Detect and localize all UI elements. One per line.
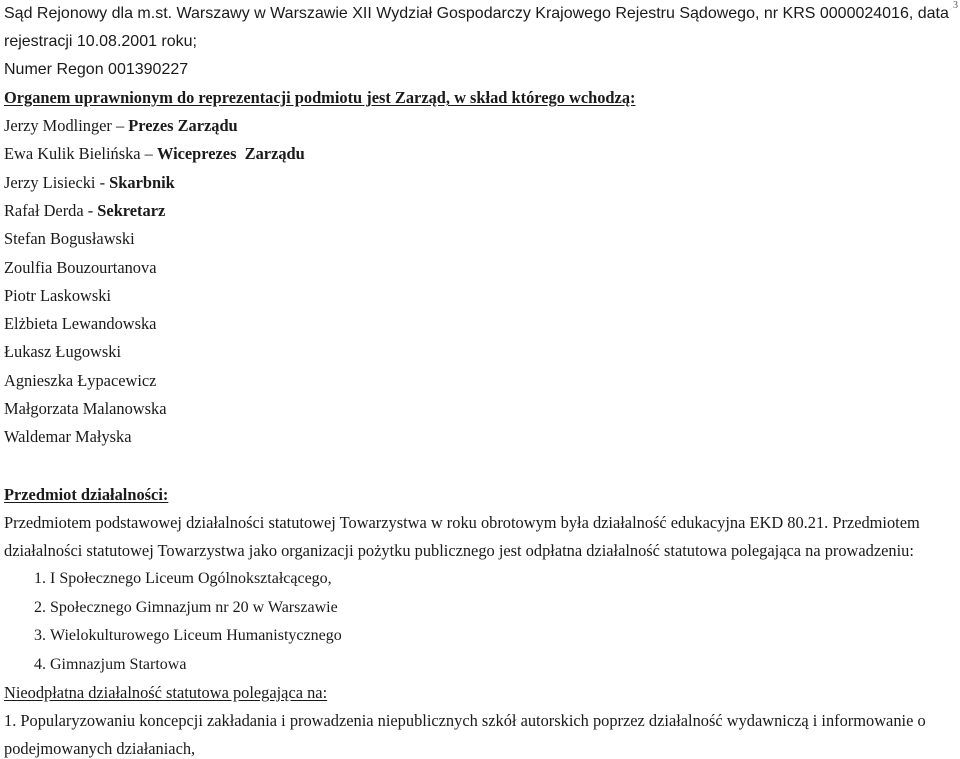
board-member-separator: - [83,200,98,220]
board-member-name: Zoulfia Bouzourtanova [4,257,157,277]
school-name: I Społecznego Liceum Ogólnokształcącego, [50,570,332,587]
school-name: Społecznego Gimnazjum nr 20 w Warszawie [50,598,338,616]
regon-line: Numer Regon 001390227 [4,61,189,78]
board-member [4,173,175,193]
board-member [4,144,305,164]
board-member [4,371,156,391]
activity-heading: Przedmiot działalności: [4,485,169,504]
board-member [4,116,238,136]
school-list-number: 2. [34,598,46,616]
school-list-number: 3. [34,627,46,644]
board-member [4,258,156,278]
school-list-number: 1. [34,570,46,587]
unpaid-activity-line-2: podejmowanych działaniach, [4,739,196,758]
school-name: Wielokulturowego Liceum Humanistycznego [50,627,342,644]
school-list-number: 4. [34,655,46,673]
board-member-role: Sekretarz [97,200,166,220]
board-member-role: Skarbnik [109,172,175,192]
board-member-name: Ewa Kulik Bielińska [4,144,141,164]
board-member-separator: – [111,116,129,135]
board-member [4,229,135,249]
registry-line-2: rejestracji 10.08.2001 roku; [4,33,197,50]
school-list-item [4,569,332,589]
board-member [4,314,156,334]
board-member-name: Agnieszka Łypacewicz [4,370,157,390]
board-member-name: Rafał Derda [4,200,84,220]
board-member-separator: - [95,172,110,192]
board-member [4,399,166,419]
board-member-name: Piotr Laskowski [4,285,111,305]
school-list-item [4,598,338,618]
board-member-name: Jerzy Modlinger [4,116,112,135]
unpaid-activity-line-1: 1. Popularyzowaniu koncepcji zakładania i prowadzenia niepublicznych szkół autorskich poprzez działalność wydawniczą i informowanie o [4,711,926,730]
board-member-role: Wiceprezes Zarządu [156,144,305,164]
board-member-name: Małgorzata Malanowska [4,399,167,418]
board-member-separator: – [140,144,157,164]
school-list-item [4,655,186,675]
registry-line-1: Sąd Rejonowy dla m.st. Warszawy w Warszawie XII Wydział Gospodarczy Krajowego Rejestru Sądowego, nr KRS 0000024016, data [4,5,949,22]
activity-paragraph-line-1: Przedmiotem podstawowej działalności statutowej Towarzystwa w roku obrotowym była działalność edukacyjna EKD 80.21. Przedmiotem [4,513,920,532]
board-member [4,286,111,306]
board-member [4,427,131,447]
board-member [4,342,121,362]
board-member-name: Waldemar Małyska [4,427,132,447]
board-member-role: Prezes Zarządu [128,116,238,135]
board-heading: Organem uprawnionym do reprezentacji podmiotu jest Zarząd, w skład którego wchodzą: [4,88,636,107]
board-member-name: Stefan Bogusławski [4,229,135,249]
school-name: Gimnazjum Startowa [50,655,187,673]
activity-paragraph-line-2: działalności statutowej Towarzystwa jako organizacji pożytku publicznego jest odpłatna działalność statutowa polegająca na prowadzeniu: [4,541,914,560]
board-member-name: Elżbieta Lewandowska [4,314,157,334]
page-number: 3 [953,0,958,11]
board-member-name: Jerzy Lisiecki [4,172,96,192]
board-member [4,201,165,221]
unpaid-activity-heading: Nieodpłatna działalność statutowa polegająca na: [4,683,328,702]
board-member-name: Łukasz Ługowski [4,342,121,362]
school-list-item [4,626,342,646]
